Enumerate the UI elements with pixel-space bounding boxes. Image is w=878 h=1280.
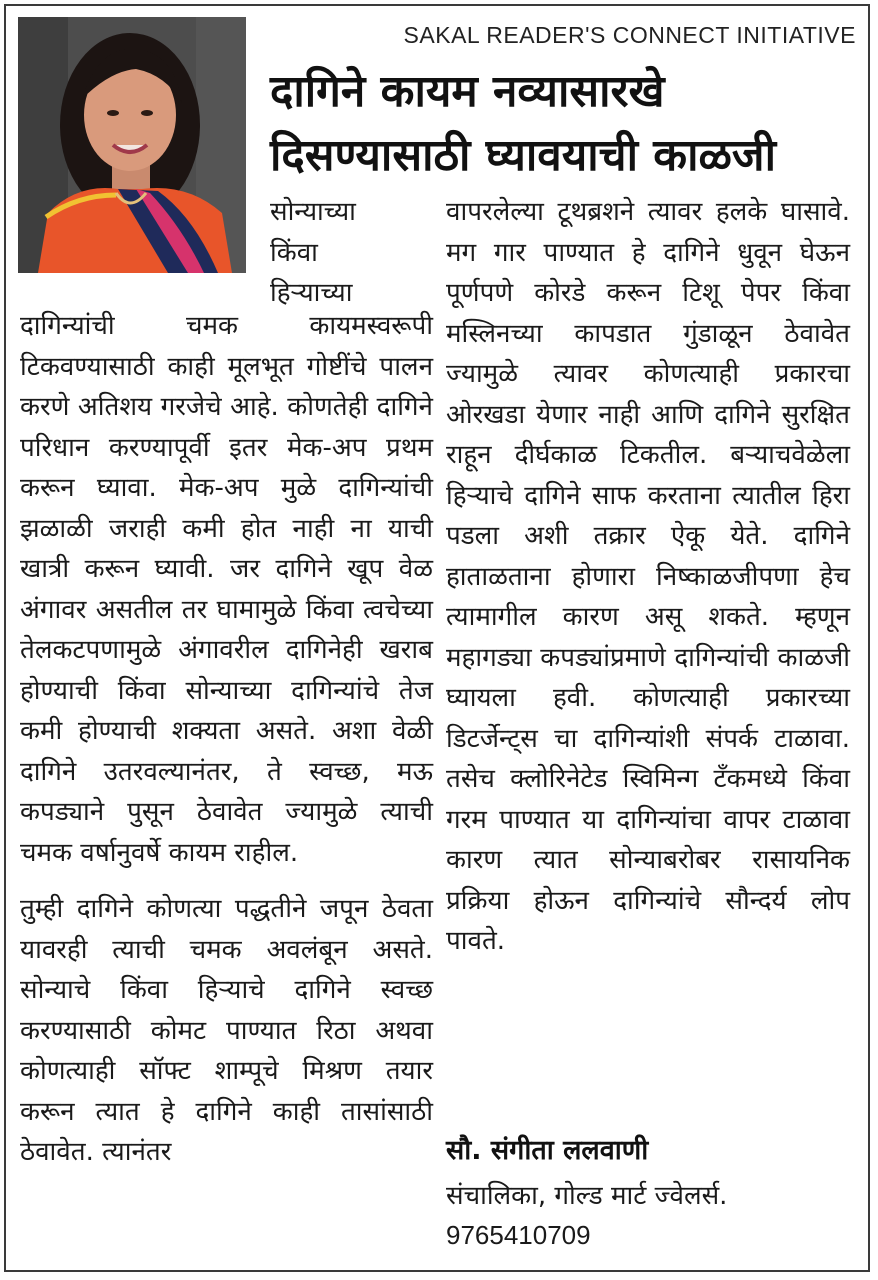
headline <box>270 60 860 188</box>
lead-word: सोन्याच्या <box>270 197 356 227</box>
body-paragraph: वापरलेल्या टूथब्रशने त्यावर हलके घासावे. मग गार पाण्यात हे दागिने धुवून घेऊन पूर्णपणे कोरडे करून टिशू पेपर किंवा मस्लिनच्या कापडात गुंडाळून ठेवावेत ज्यामुळे त्यावर कोणत्याही प्रकारचा ओरखडा येणार नाही आणि दागिने सुरक्षित राहून दीर्घकाळ टिकतील. बऱ्याचवेळेला हिऱ्याचे दागिने साफ करताना त्यातील हिरा पडला अशी तक्रार ऐकू येते. दागिने हाताळताना होणारा निष्काळजीपणा हेच त्यामागील कारण असू शकते. म्हणून महागड्या कपड्यांप्रमाणे दागिन्यांची काळजी घ्यायला हवी. कोणत्याही प्रकारच्या डिटर्जेन्ट्स चा दागिन्यांशी संपर्क टाळावा. तसेच क्लोरिनेटेड स्विमिन्ग टँकमध्ये किंवा गरम पाण्यात या दागिन्यांचा वापर टाळावा कारण त्यात सोन्याबरोबर रासायनिक प्रक्रिया होऊन दागिन्यांचे सौन्दर्य लोप पावते. <box>446 197 850 956</box>
left-column <box>20 306 433 1173</box>
author-phone: 9765410709 <box>446 1220 591 1250</box>
author-name: सौ. संगीता ललवाणी <box>446 1135 649 1166</box>
initiative-kicker: SAKAL READER'S CONNECT INITIATIVE <box>403 22 856 48</box>
lead-words <box>270 192 430 314</box>
headline-line-1: दागिने कायम नव्यासारखे <box>270 66 665 117</box>
lead-word: किंवा <box>270 237 318 268</box>
headline-line-2: दिसण्यासाठी घ्यावयाची काळजी <box>270 130 776 181</box>
author-role: संचालिका, गोल्ड मार्ट ज्वेलर्स. <box>446 1181 728 1211</box>
lead-word: हिऱ्याच्या <box>270 278 353 308</box>
body-paragraph: दागिन्यांची चमक कायमस्वरूपी टिकवण्यासाठी काही मूलभूत गोष्टींचे पालन करणे अतिशय गरजेचे आहे. कोणतेही दागिने परिधान करण्यापूर्वी इतर मेक-अप प्रथम करून घ्यावा. मेक-अप मुळे दागिन्यांची झळाळी जराही कमी होत नाही ना याची खात्री करून घ्यावी. जर दागिने खूप वेळ अंगावर असतील तर घामामुळे किंवा त्वचेच्या तेलकटपणामुळे अंगावरील दागिनेही खराब होण्याची किंवा सोन्याच्या दागिन्यांचे तेज कमी होण्याची शक्यता असते. अशा वेळी दागिने उतरवल्यानंतर, ते स्वच्छ, मऊ कपड्याने पुसून ठेवावेत ज्यामुळे त्याची चमक वर्षानुवर्षे कायम राहील. <box>20 311 433 868</box>
author-photo <box>18 17 246 273</box>
right-column <box>446 192 850 962</box>
body-paragraph: तुम्ही दागिने कोणत्या पद्धतीने जपून ठेवता यावरही त्याची चमक अवलंबून असते. सोन्याचे किंवा हिऱ्याचे दागिने स्वच्छ करण्यासाठी कोमट पाण्यात रिठा अथवा कोणत्याही सॉफ्ट शाम्पूचे मिश्रण तयार करून त्यात हे दागिने काही तासांसाठी ठेवावेत. त्यानंतर <box>20 894 433 1167</box>
